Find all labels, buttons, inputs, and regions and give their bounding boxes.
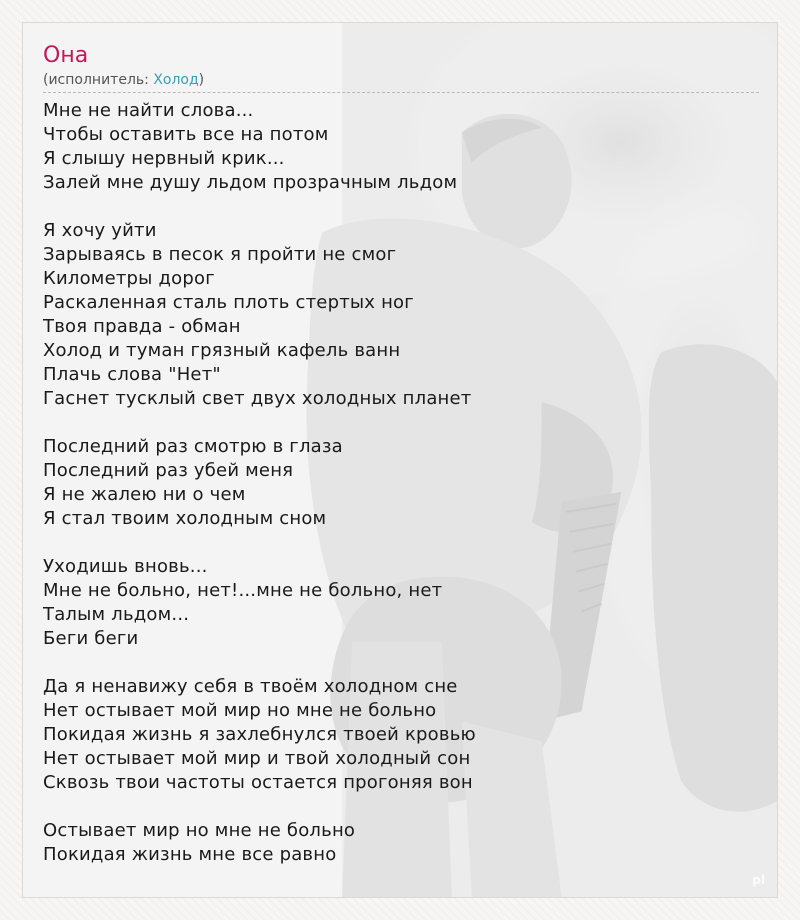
lyric-line: Остывает мир но мне не больно (43, 820, 356, 841)
lyric-line: Чтобы оставить все на потом (43, 124, 329, 145)
song-title: Она (43, 43, 89, 68)
lyric-line: Плачь слова "Нет" (43, 364, 221, 385)
lyric-line: Мне не больно, нет!...мне не больно, нет (43, 580, 443, 601)
lyric-line: Беги беги (43, 628, 139, 649)
lyric-line: Я не жалею ни о чем (43, 484, 246, 505)
lyric-line: Талым льдом... (43, 604, 190, 625)
lyric-line: Холод и туман грязный кафель ванн (43, 340, 401, 361)
lyric-line: Раскаленная сталь плоть стертых ног (43, 292, 414, 313)
lyric-line: Последний раз смотрю в глаза (43, 436, 343, 457)
stanza (43, 99, 757, 195)
lyric-line: Я стал твоим холодным сном (43, 508, 327, 529)
stanza (43, 555, 757, 651)
lyric-line: Гаснет тусклый свет двух холодных планет (43, 388, 472, 409)
lyric-line: Нет остывает мой мир и твой холодный сон (43, 748, 471, 769)
lyric-line: Километры дорог (43, 268, 215, 289)
stanza (43, 819, 757, 867)
lyric-line: Нет остывает мой мир но мне не больно (43, 700, 437, 721)
performer-prefix: (исполнитель: (43, 72, 154, 88)
performer-line (43, 71, 757, 89)
lyric-line: Я слышу нервный крик... (43, 148, 285, 169)
lyric-line: Зарываясь в песок я пройти не смог (43, 244, 397, 265)
lyric-line: Покидая жизнь мне все равно (43, 844, 337, 865)
artist-link[interactable]: Холод (153, 72, 199, 88)
lyrics-card (22, 22, 778, 898)
watermark: pl (752, 873, 765, 887)
lyric-line: Сквозь твои частоты остается прогоняя вон (43, 772, 473, 793)
lyric-line: Я хочу уйти (43, 220, 157, 241)
lyrics-text (43, 99, 757, 867)
stanza (43, 675, 757, 795)
stanza (43, 219, 757, 411)
performer-suffix: ) (198, 72, 205, 88)
dashed-divider (43, 92, 759, 93)
lyric-line: Уходишь вновь... (43, 556, 208, 577)
lyric-line: Последний раз убей меня (43, 460, 294, 481)
lyric-line: Покидая жизнь я захлебнулся твоей кровью (43, 724, 476, 745)
lyric-line: Залей мне душу льдом прозрачным льдом (43, 172, 458, 193)
lyric-line: Да я ненавижу себя в твоём холодном сне (43, 676, 458, 697)
lyric-line: Твоя правда - обман (43, 316, 241, 337)
lyric-line: Мне не найти слова... (43, 100, 254, 121)
lyrics-content (43, 41, 757, 867)
stanza (43, 435, 757, 531)
